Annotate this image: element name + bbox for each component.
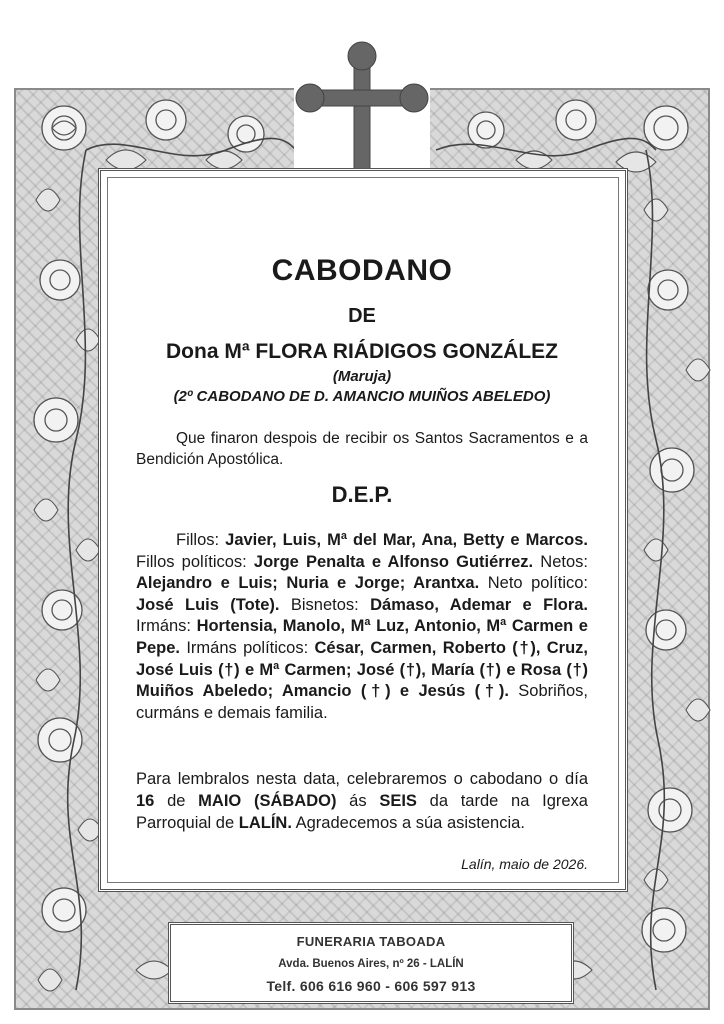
notice-intro: Que finaron despois de recibir os Santos Sacramentos e a Bendición Apostólica. — [136, 430, 588, 468]
neto-politico-label: Neto político: — [487, 574, 588, 593]
family-closing: Sobriños, curmáns e demais familia. — [136, 682, 588, 722]
funeral-home-box — [168, 922, 574, 1004]
netos-label: Netos: — [540, 552, 588, 571]
notice-title: CABODANO — [271, 254, 453, 287]
fillos-label: Fillos: — [176, 531, 220, 549]
ceremony-hour: SEIS — [379, 792, 417, 810]
ceremony-text-3: ás — [349, 792, 367, 810]
ceremony-text-4: da tarde na Igrexa Parroquial de — [136, 792, 588, 832]
fillos-names: Javier, Luis, Mª del Mar, Ana, Betty e Marcos. — [225, 531, 588, 549]
ceremony-day: 16 — [136, 792, 155, 810]
irmans-politicos-label: Irmáns políticos: — [186, 638, 309, 657]
ceremony-text-1: Para lembralos nesta data, celebraremos o cabodano o día — [136, 770, 588, 788]
irmans-names: Hortensia, Manolo, Mª Luz, Antonio, Mª Carmen e Pepe. — [136, 617, 588, 657]
funeral-home-address: Avda. Buenos Aires, nº 26 - LALÍN — [278, 958, 464, 970]
fillos-politicos-names: Jorge Penalta e Alfonso Gutiérrez. — [253, 552, 534, 571]
neto-politico-name: José Luis (Tote). — [136, 595, 280, 614]
funeral-home-name: FUNERARIA TABOADA — [296, 934, 446, 949]
ceremony-paragraph — [136, 768, 588, 834]
dep-heading: D.E.P. — [331, 482, 393, 507]
deceased-nickname: (Maruja) — [332, 368, 392, 385]
fillos-politicos-label: Fillos políticos: — [136, 552, 247, 571]
ceremony-place: LALÍN. — [238, 814, 292, 832]
date-line: Lalín, maio de 2026. — [461, 856, 588, 872]
ceremony-month: MAIO (SÁBADO) — [198, 792, 337, 810]
irmans-politicos-names: César, Carmen, Roberto (†), Cruz, José Luis (†) e Mª Carmen; José (†), María (†) e Rosa (†) Muiños Abeledo; Amancio (†) e Jesús (†). — [136, 638, 588, 701]
irmans-label: Irmáns: — [136, 617, 192, 636]
ceremony-text-2: de — [167, 792, 186, 810]
notice-de: DE — [348, 305, 376, 327]
deceased-name: Dona Mª FLORA RIÁDIGOS GONZÁLEZ — [166, 340, 558, 363]
ceremony-text-5: Agradecemos a súa asistencia. — [295, 814, 525, 832]
netos-names: Alejandro e Luis; Nuria e Jorge; Arantxa. — [136, 574, 480, 593]
bisnetos-label: Bisnetos: — [290, 595, 359, 614]
funeral-home-phones: Telf. 606 616 960 - 606 597 913 — [266, 978, 476, 994]
family-paragraph — [136, 530, 588, 724]
notice-subtitle: (2º CABODANO DE D. AMANCIO MUIÑOS ABELEDO) — [173, 388, 551, 405]
bisnetos-names: Dámaso, Ademar e Flora. — [370, 595, 588, 614]
